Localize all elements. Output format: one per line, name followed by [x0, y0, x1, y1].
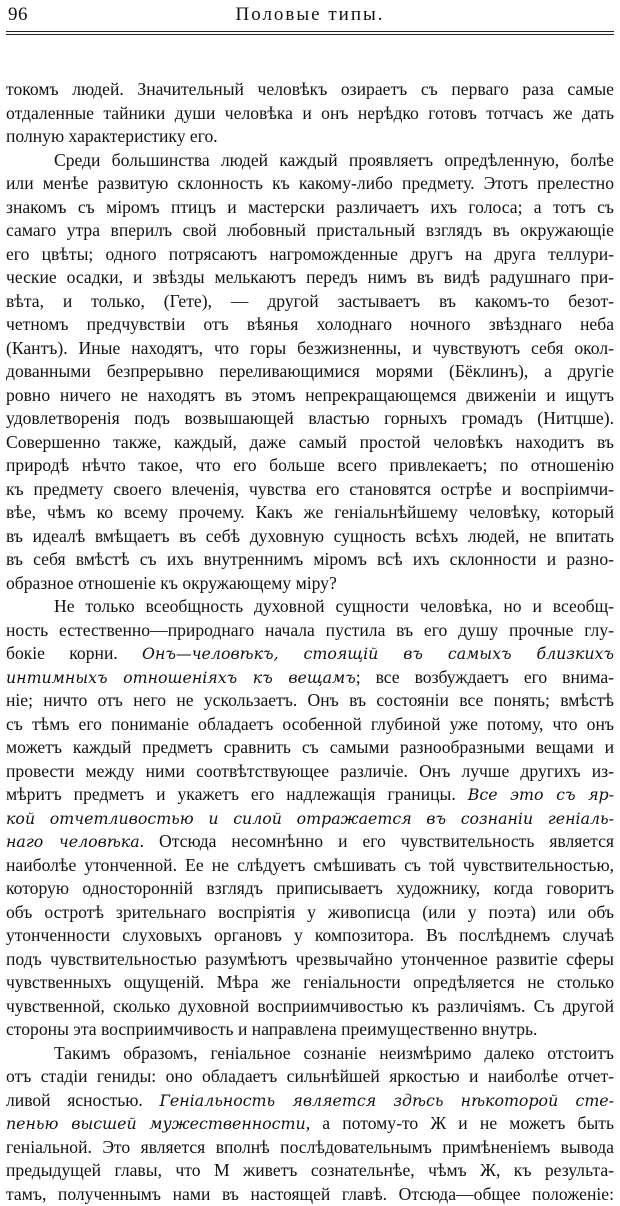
text-run: Среди большинства людей каждый проявляетъ опредѣленную, болѣе [54, 150, 614, 170]
text-line [6, 501, 614, 525]
text-run: наиболѣе утонченной. Ее не слѣдуетъ смѣшивать съ той чувствительностью, [6, 855, 614, 875]
text-line [6, 219, 614, 243]
text-line [6, 901, 614, 925]
text-line [6, 337, 614, 361]
text-line [6, 78, 614, 102]
italic-emphasis: Онъ—человѣкъ, стоящій въ самыхъ близкихъ [142, 644, 614, 663]
text-line [6, 478, 614, 502]
text-run: мѣритъ предметъ и укажетъ его надлежащія границы. [6, 784, 468, 804]
text-run: стороны эта восприимчивость и направлена преимущественно внутрь. [6, 1019, 537, 1039]
running-title: Половые типы. [6, 4, 614, 26]
text-line [6, 783, 614, 807]
text-line [6, 760, 614, 784]
page-header [6, 0, 614, 30]
italic-emphasis: Геніальность является здѣсь нѣкоторой сте- [159, 1091, 614, 1110]
text-run: въ себя вмѣстѣ съ ихъ внутреннимъ міромъ всѣ ихъ склонности и разно- [6, 549, 614, 569]
text-run: подъ чувствительностью разумѣютъ чрезвычайно утонченное развитіе сферы [6, 949, 614, 969]
text-run: (Кантъ). Иные находятъ, что горы безжизненны, и чувствуютъ себя окол- [6, 338, 614, 358]
text-line [6, 1159, 614, 1183]
text-run: отъ стадіи гениды: оно обладаетъ сильнѣйшей яркостью и наиболѣе отчет- [6, 1066, 614, 1086]
text-run: чувственныхъ ощущеній. Мѣра же геніальности опредѣляется не столько [6, 972, 614, 992]
italic-emphasis: Все это съ яр- [468, 785, 614, 804]
text-line [6, 736, 614, 760]
text-run: токомъ людей. Значительный человѣкъ озираетъ съ перваго раза самые [6, 79, 614, 99]
text-run: съ тѣмъ его пониманіе обладаетъ особенной глубиной уже потому, что онъ [6, 714, 614, 734]
text-line [6, 1136, 614, 1160]
text-line [6, 830, 614, 854]
text-line [6, 666, 614, 690]
text-line [6, 266, 614, 290]
text-run: . Отсюда несомнѣнно и его чувствительность является [140, 831, 614, 851]
text-run: отдаленные тайники души человѣка и онъ нерѣдко готовъ тотчасъ же дать [6, 103, 614, 123]
text-run: чувственной, сколько духовной восприимчивостью къ различіямъ. Съ другой [6, 996, 614, 1016]
text-line [6, 971, 614, 995]
text-line [6, 1042, 614, 1066]
text-line [6, 948, 614, 972]
text-run: Совершенно также, каждый, даже самый простой человѣкъ находитъ въ [6, 432, 614, 452]
text-run: предыдущей главы, что М живетъ сознательнѣе, чѣмъ Ж, къ результа- [6, 1160, 614, 1180]
text-line [6, 290, 614, 314]
text-run: ливой ясностью. [6, 1090, 159, 1110]
text-line [6, 642, 614, 666]
text-run: ность естественно—природнаго начала пустила въ его душу прочные глу- [6, 620, 614, 640]
text-run: вѣта, и только, (Гете), — другой застываетъ въ какомъ-то безот- [6, 291, 614, 311]
text-line [6, 1018, 614, 1042]
text-run: ческие осадки, и звѣзды мелькаютъ передъ нимъ въ видѣ радушнаго при- [6, 267, 614, 287]
text-line [6, 572, 614, 596]
text-run: ніе; ничто отъ него не ускользаетъ. Онъ въ состояніи все понять; вмѣстѣ [6, 690, 614, 710]
text-line [6, 102, 614, 126]
text-line [6, 525, 614, 549]
text-line [6, 713, 614, 737]
body-text [6, 78, 614, 1206]
text-run: или менѣе развитую склонность къ какому-либо предмету. Этотъ прелестно [6, 173, 614, 193]
text-line [6, 172, 614, 196]
text-run: знакомъ съ міромъ птицъ и мастерски различаетъ ихъ голоса; а тотъ съ [6, 197, 614, 217]
text-run: утонченности слуховыхъ органовъ у композитора. Въ послѣднемъ случаѣ [6, 925, 614, 945]
header-rule-top [6, 31, 614, 32]
text-run: , а потому-то Ж и не можетъ быть [306, 1113, 614, 1133]
text-line [6, 125, 614, 149]
text-run: самаго утра вперилъ свой любовный пристальный взглядъ въ окружающіе [6, 220, 614, 240]
text-run: удовлетворенія подъ возвышающей властью горныхъ громадъ (Нитцше). [6, 408, 614, 428]
text-line [6, 924, 614, 948]
text-run: природѣ нѣчто такое, что его больше всего привлекаетъ; по отношенію [6, 455, 614, 475]
text-run: Такимъ образомъ, геніальное сознаніе неизмѣримо далеко отстоитъ [54, 1043, 614, 1063]
text-run: его цвѣты; одного потрясаютъ нагроможденные другъ на друга теллури- [6, 244, 614, 264]
text-run: Не только всеобщность духовной сущности человѣка, но и всеобщ- [54, 596, 614, 616]
text-run: къ предмету своего влеченія, чувства его становятся острѣе и воспріимчи- [6, 479, 614, 499]
text-line [6, 689, 614, 713]
text-line [6, 196, 614, 220]
text-line [6, 807, 614, 831]
text-run: дованными безпрерывно переливающимися морями (Бёклинъ), а другіе [6, 361, 614, 381]
text-run: геніальной. Это является вполнѣ послѣдовательнымъ примѣненіемъ вывода [6, 1137, 614, 1157]
italic-emphasis: интимныхъ отношеніяхъ къ вещамъ [6, 668, 356, 687]
text-run: полную характеристику его. [6, 126, 218, 146]
text-line [6, 1112, 614, 1136]
text-line [6, 407, 614, 431]
text-run: ровно ничего не находятъ въ этомъ непрекращающемся движеніи и ищутъ [6, 385, 614, 405]
text-line [6, 454, 614, 478]
text-run: образное отношеніе къ окружающему міру? [6, 573, 337, 593]
text-run: тамъ, полученнымъ нами въ настоящей главѣ. Отсюда—общее положеніе: [6, 1184, 614, 1204]
text-line [6, 243, 614, 267]
header-rule-bottom [6, 34, 614, 35]
text-line [6, 1065, 614, 1089]
text-line [6, 619, 614, 643]
text-line [6, 384, 614, 408]
italic-emphasis: пенью высшей мужественности [6, 1114, 306, 1133]
text-line [6, 313, 614, 337]
text-run: въ идеалѣ вмѣщаетъ въ себѣ духовную сущность всѣхъ людей, не впитать [6, 526, 614, 546]
text-run: которую односторонній взглядъ приписываетъ художнику, когда говоритъ [6, 878, 614, 898]
text-run: объ остротѣ зрительнаго воспріятія у живописца (или у поэта) или объ [6, 902, 614, 922]
text-run: вѣе, чѣмъ ко всему прочему. Какъ же геніальнѣйшему человѣку, который [6, 502, 614, 522]
text-run: ; все возбуждаетъ его внима- [356, 667, 614, 687]
page-number: 96 [8, 4, 28, 26]
text-line [6, 595, 614, 619]
text-line [6, 854, 614, 878]
text-line [6, 431, 614, 455]
text-run: бокіе корни. [6, 643, 142, 663]
text-line [6, 1183, 614, 1206]
text-line [6, 548, 614, 572]
text-line [6, 995, 614, 1019]
text-line [6, 1089, 614, 1113]
italic-emphasis: наго человѣка [6, 832, 140, 851]
text-line [6, 360, 614, 384]
text-run: четномъ предчувствіи отъ вѣянья холоднаго ночного звѣзднаго неба [6, 314, 614, 334]
italic-emphasis: кой отчетливостью и силой отражается въ сознаніи геніаль- [6, 809, 614, 828]
text-line [6, 149, 614, 173]
text-line [6, 877, 614, 901]
text-run: провести между ними соотвѣтствующее различіе. Онъ лучше другихъ из- [6, 761, 614, 781]
text-run: можетъ каждый предметъ сравнить съ самыми разнообразными вещами и [6, 737, 614, 757]
